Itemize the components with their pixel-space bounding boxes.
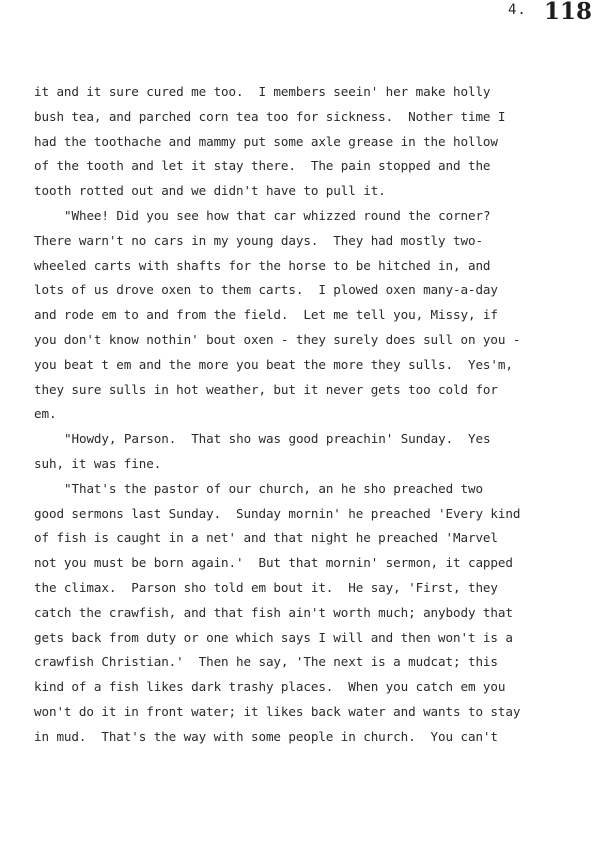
- text-line: and rode em to and from the field. Let me tell you, Missy, if: [34, 307, 498, 323]
- text-line: had the toothache and mammy put some axle grease in the hollow: [34, 133, 498, 149]
- text-line: the climax. Parson sho told em bout it. He say, 'First, they: [34, 579, 498, 595]
- text-line: it and it sure cured me too. I members seein' her make holly: [34, 84, 491, 99]
- text-line: tooth rotted out and we didn't have to pull it.: [34, 183, 386, 199]
- typed-body-text: [34, 80, 574, 750]
- text-line: lots of us drove oxen to them carts. I plowed oxen many-a-day: [34, 282, 498, 298]
- text-line: not you must be born again.' But that mornin' sermon, it capped: [34, 555, 513, 571]
- paragraph-start-line: "Howdy, Parson. That sho was good preachin' Sunday. Yes: [64, 431, 491, 447]
- text-line: you don't know nothin' bout oxen - they surely does sull on you -: [34, 331, 521, 347]
- paragraph-start-line: "That's the pastor of our church, an he sho preached two: [64, 480, 483, 496]
- handwritten-page-number: 118: [544, 0, 593, 25]
- text-line: crawfish Christian.' Then he say, 'The next is a mudcat; this: [34, 654, 498, 670]
- text-line: good sermons last Sunday. Sunday mornin' he preached 'Every kind: [34, 505, 521, 521]
- text-line: em.: [34, 406, 57, 422]
- text-line: they sure sulls in hot weather, but it never gets too cold for: [34, 381, 498, 397]
- text-line: gets back from duty or one which says I will and then won't is a: [34, 629, 513, 645]
- text-line: in mud. That's the way with some people in church. You can't: [34, 728, 498, 744]
- text-line: catch the crawfish, and that fish ain't worth much; anybody that: [34, 604, 513, 620]
- text-line: There warn't no cars in my young days. They had mostly two-: [34, 232, 483, 248]
- text-line: kind of a fish likes dark trashy places. When you catch em you: [34, 679, 506, 695]
- text-line: bush tea, and parched corn tea too for sickness. Nother time I: [34, 108, 506, 124]
- text-line: won't do it in front water; it likes back water and wants to stay: [34, 703, 521, 719]
- text-line: of the tooth and let it stay there. The pain stopped and the: [34, 158, 491, 174]
- text-line: wheeled carts with shafts for the horse to be hitched in, and: [34, 257, 491, 273]
- text-line: suh, it was fine.: [34, 455, 162, 471]
- text-line: you beat t em and the more you beat the more they sulls. Yes'm,: [34, 356, 513, 372]
- paragraph-start-line: "Whee! Did you see how that car whizzed round the corner?: [64, 207, 491, 223]
- typed-page-number: 4.: [508, 2, 527, 18]
- text-line: of fish is caught in a net' and that night he preached 'Marvel: [34, 530, 498, 546]
